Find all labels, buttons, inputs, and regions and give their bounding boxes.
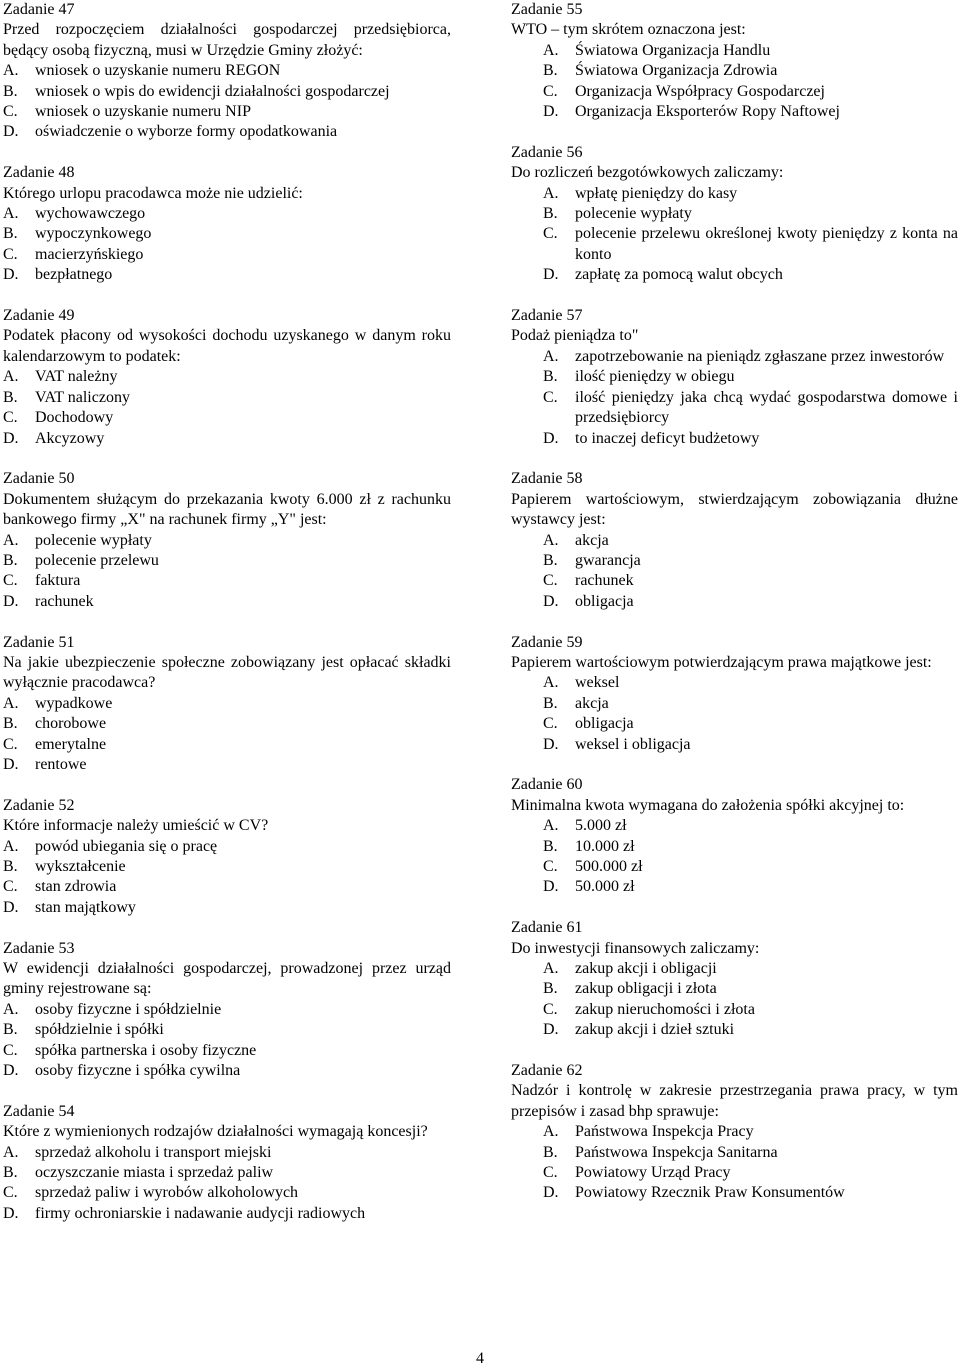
answer-option (3, 735, 451, 755)
left-column (3, 0, 451, 1245)
option-letter: C. (3, 409, 18, 427)
task-question: Minimalna kwota wymagana do założenia spółki akcyjnej to: (511, 796, 905, 814)
option-text: obligacja (575, 592, 634, 610)
option-letter: A. (3, 531, 19, 549)
task-question: Dokumentem służącym do przekazania kwoty 6.000 zł z rachunku bankowego firmy „X" na rachunek firmy „Y" jest: (3, 490, 451, 529)
answer-option (511, 347, 958, 367)
answer-option (3, 1061, 451, 1081)
option-letter: B. (543, 551, 558, 569)
option-letter: A. (3, 205, 19, 223)
task-question: Na jakie ubezpieczenie społeczne zobowiązany jest opłacać składki wyłącznie pracodawca? (3, 653, 451, 692)
option-letter: D. (3, 123, 19, 141)
option-text: zapłatę za pomocą walut obcych (575, 266, 783, 284)
task-question: Podatek płacony od wysokości dochodu uzyskanego w danym roku kalendarzowym to podatek: (3, 327, 451, 365)
answer-option (3, 265, 451, 285)
option-letter: A. (543, 531, 559, 549)
task-question: Którego urlopu pracodawca może nie udzielić: (3, 184, 303, 202)
answer-option (511, 1000, 958, 1020)
task-block (3, 939, 451, 1082)
option-text: obligacja (575, 715, 634, 733)
answer-option (511, 1163, 958, 1183)
task-block (511, 306, 958, 449)
option-letter: D. (3, 429, 19, 447)
option-text: Światowa Organizacja Zdrowia (575, 62, 778, 80)
option-text: osoby fizyczne i spółka cywilna (35, 1062, 241, 1080)
option-text: zapotrzebowanie na pieniądz zgłaszane przez inwestorów (575, 347, 945, 365)
answer-option (511, 1183, 958, 1203)
option-letter: B. (543, 205, 558, 223)
answer-option (511, 571, 958, 591)
answer-option (511, 1020, 958, 1040)
answer-option (511, 979, 958, 999)
answer-option (3, 531, 451, 551)
option-letter: B. (543, 980, 558, 998)
task-block (511, 1061, 958, 1204)
task-title: Zadanie 61 (511, 919, 583, 937)
answer-option (511, 367, 958, 387)
answer-option (511, 877, 958, 897)
task-block (3, 306, 451, 449)
task-block (511, 775, 958, 897)
option-letter: D. (543, 1184, 559, 1202)
answer-option (3, 1143, 451, 1163)
task-block (511, 633, 958, 755)
option-text: 50.000 zł (575, 878, 635, 896)
option-letter: B. (3, 857, 18, 875)
task-block (511, 918, 958, 1040)
task-title: Zadanie 58 (511, 470, 583, 488)
option-letter: C. (3, 1184, 18, 1202)
answer-option (511, 265, 958, 285)
option-letter: D. (543, 1021, 559, 1039)
task-block (511, 143, 958, 286)
option-letter: C. (543, 82, 558, 100)
task-title: Zadanie 56 (511, 143, 583, 161)
task-block (3, 0, 451, 143)
option-letter: C. (543, 857, 558, 875)
option-text: stan majątkowy (35, 898, 136, 916)
option-text: emerytalne (35, 735, 107, 753)
answer-option (3, 1020, 451, 1040)
option-text: Dochodowy (35, 409, 114, 427)
option-text: wypoczynkowego (35, 225, 152, 243)
task-block (3, 469, 451, 612)
option-letter: D. (543, 429, 559, 447)
task-block (3, 1102, 451, 1224)
option-text: akcja (575, 531, 609, 549)
option-letter: B. (3, 715, 18, 733)
option-letter: C. (543, 388, 558, 406)
option-letter: B. (3, 82, 18, 100)
option-text: zakup akcji i obligacji (575, 960, 717, 977)
answer-option (511, 959, 958, 979)
option-letter: B. (3, 225, 18, 243)
option-letter: D. (543, 592, 559, 610)
answer-option (511, 61, 958, 81)
option-text: weksel i obligacja (575, 735, 691, 753)
option-text: osoby fizyczne i spółdzielnie (35, 1000, 222, 1018)
task-question: Do inwestycji finansowych zaliczamy: (511, 939, 760, 957)
option-letter: C. (3, 878, 18, 896)
answer-option (3, 898, 451, 918)
option-letter: A. (543, 817, 559, 835)
answer-option (511, 857, 958, 877)
option-text: wypadkowe (35, 694, 113, 712)
answer-option (511, 531, 958, 551)
option-letter: A. (3, 368, 19, 386)
answer-option (511, 82, 958, 102)
option-text: VAT należny (35, 368, 118, 386)
answer-option (3, 367, 451, 387)
option-letter: A. (3, 1000, 19, 1018)
option-text: wniosek o wpis do ewidencji działalności gospodarczej (35, 82, 390, 100)
answer-option (3, 224, 451, 244)
option-text: to inaczej deficyt budżetowy (575, 429, 760, 447)
option-text: wniosek o uzyskanie numeru REGON (35, 62, 281, 80)
option-text: VAT naliczony (35, 388, 130, 406)
answer-option (3, 245, 451, 265)
option-text: polecenie przelewu (35, 551, 159, 569)
task-title: Zadanie 54 (3, 1102, 75, 1120)
option-text: rachunek (35, 592, 94, 610)
option-text: 500.000 zł (575, 857, 643, 875)
option-letter: C. (3, 1041, 18, 1059)
option-text: oświadczenie o wyborze formy opodatkowania (35, 123, 338, 141)
task-block (511, 0, 958, 122)
option-text: rentowe (35, 755, 87, 773)
option-text: sprzedaż paliw i wyrobów alkoholowych (35, 1184, 299, 1202)
answer-option (3, 755, 451, 775)
answer-option (511, 102, 958, 122)
option-letter: C. (3, 245, 18, 263)
answer-option (511, 429, 958, 449)
option-letter: C. (3, 735, 18, 753)
option-letter: A. (3, 837, 19, 855)
option-text: ilość pieniędzy w obiegu (575, 368, 735, 386)
answer-option (3, 1204, 451, 1224)
option-text: bezpłatnego (35, 266, 113, 284)
option-letter: C. (543, 1164, 558, 1182)
option-letter: C. (543, 1000, 558, 1018)
option-text: wniosek o uzyskanie numeru NIP (35, 103, 251, 121)
option-letter: D. (3, 898, 19, 916)
answer-option (3, 61, 451, 81)
option-letter: B. (3, 551, 18, 569)
option-letter: D. (3, 592, 19, 610)
option-letter: D. (543, 735, 559, 753)
answer-option (511, 592, 958, 612)
option-text: Powiatowy Rzecznik Praw Konsumentów (575, 1184, 845, 1202)
task-question: Które informacje należy umieścić w CV? (3, 817, 269, 835)
answer-option (3, 714, 451, 734)
answer-option (3, 857, 451, 877)
option-text: stan zdrowia (35, 878, 117, 896)
task-title: Zadanie 47 (3, 1, 75, 18)
option-text: powód ubiegania się o pracę (35, 837, 218, 855)
option-letter: D. (3, 1062, 19, 1080)
option-letter: B. (543, 694, 558, 712)
task-title: Zadanie 62 (511, 1062, 583, 1080)
answer-option (511, 735, 958, 755)
option-letter: A. (3, 1143, 19, 1161)
option-text: akcja (575, 694, 609, 712)
answer-option (511, 388, 958, 429)
answer-option (511, 224, 958, 265)
answer-option (511, 714, 958, 734)
option-text: oczyszczanie miasta i sprzedaż paliw (35, 1164, 274, 1182)
answer-option (511, 1143, 958, 1163)
task-title: Zadanie 59 (511, 633, 583, 651)
task-block (3, 796, 451, 918)
option-letter: D. (3, 1204, 19, 1222)
task-question: Nadzór i kontrolę w zakresie przestrzegania prawa pracy, w tym przepisów i zasad bhp sprawuje: (511, 1082, 958, 1120)
answer-option (3, 429, 451, 449)
answer-option (3, 571, 451, 591)
option-text: weksel (575, 674, 620, 692)
option-letter: D. (543, 266, 559, 284)
option-letter: A. (3, 62, 19, 80)
task-title: Zadanie 52 (3, 796, 75, 814)
task-question: Papierem wartościowym, stwierdzającym zobowiązania dłużne wystawcy jest: (511, 490, 958, 529)
task-question: WTO – tym skrótem oznaczona jest: (511, 21, 746, 39)
option-text: Organizacja Eksporterów Ropy Naftowej (575, 103, 840, 121)
option-text: Państwowa Inspekcja Pracy (575, 1123, 754, 1141)
option-letter: A. (543, 674, 559, 692)
option-letter: A. (543, 1123, 559, 1141)
option-letter: D. (543, 103, 559, 121)
option-letter: B. (3, 1021, 18, 1039)
answer-option (3, 1000, 451, 1020)
task-block (3, 163, 451, 285)
answer-option (3, 204, 451, 224)
option-text: macierzyńskiego (35, 245, 144, 263)
task-title: Zadanie 60 (511, 776, 583, 794)
option-text: ilość pieniędzy jaka chcą wydać gospodarstwa domowe i przedsiębiorcy (575, 388, 958, 427)
task-title: Zadanie 57 (511, 307, 583, 325)
option-text: Powiatowy Urząd Pracy (575, 1164, 731, 1182)
option-letter: C. (543, 225, 558, 243)
answer-option (511, 1122, 958, 1142)
option-letter: D. (3, 755, 19, 773)
right-column (511, 0, 958, 1224)
answer-option (3, 694, 451, 714)
task-question: Papierem wartościowym potwierdzającym prawa majątkowe jest: (511, 653, 932, 671)
task-block (3, 633, 451, 776)
option-letter: B. (543, 62, 558, 80)
task-title: Zadanie 55 (511, 1, 583, 18)
task-title: Zadanie 48 (3, 164, 75, 182)
option-text: sprzedaż alkoholu i transport miejski (35, 1143, 272, 1161)
option-text: Akcyzowy (35, 429, 105, 447)
option-text: Państwowa Inspekcja Sanitarna (575, 1143, 778, 1161)
task-question: Do rozliczeń bezgotówkowych zaliczamy: (511, 164, 784, 182)
option-letter: C. (3, 103, 18, 121)
answer-option (511, 204, 958, 224)
answer-option (3, 877, 451, 897)
option-letter: D. (543, 878, 559, 896)
task-question: W ewidencji działalności gospodarczej, prowadzonej przez urząd gminy rejestrowane są: (3, 960, 451, 998)
answer-option (511, 41, 958, 61)
answer-option (511, 816, 958, 836)
option-text: polecenie wypłaty (575, 205, 692, 223)
answer-option (3, 1041, 451, 1061)
answer-option (511, 551, 958, 571)
option-letter: C. (3, 572, 18, 590)
option-text: rachunek (575, 572, 634, 590)
task-question: Podaż pieniądza to" (511, 327, 639, 345)
option-letter: A. (543, 41, 559, 59)
option-letter: A. (543, 184, 559, 202)
option-letter: B. (543, 368, 558, 386)
answer-option (3, 102, 451, 122)
answer-option (511, 673, 958, 693)
option-letter: B. (543, 837, 558, 855)
answer-option (3, 1163, 451, 1183)
option-text: 5.000 zł (575, 817, 627, 835)
answer-option (511, 184, 958, 204)
answer-option (3, 1183, 451, 1203)
option-text: Organizacja Współpracy Gospodarczej (575, 82, 825, 100)
option-text: wychowawczego (35, 205, 146, 223)
option-text: polecenie wypłaty (35, 531, 152, 549)
option-text: gwarancja (575, 551, 641, 569)
option-letter: A. (3, 694, 19, 712)
task-title: Zadanie 51 (3, 633, 75, 651)
option-text: wpłatę pieniędzy do kasy (575, 184, 738, 202)
task-block (511, 469, 958, 612)
option-text: firmy ochroniarskie i nadawanie audycji radiowych (35, 1204, 366, 1222)
page-number: 4 (476, 1350, 484, 1367)
option-text: polecenie przelewu określonej kwoty pieniędzy z konta na konto (575, 225, 958, 263)
option-text: Światowa Organizacja Handlu (575, 41, 771, 59)
task-title: Zadanie 53 (3, 939, 75, 957)
answer-option (3, 408, 451, 428)
answer-option (3, 592, 451, 612)
answer-option (3, 837, 451, 857)
option-text: wykształcenie (35, 857, 126, 875)
option-text: chorobowe (35, 715, 107, 733)
option-letter: A. (543, 347, 559, 365)
answer-option (511, 837, 958, 857)
option-letter: B. (3, 1164, 18, 1182)
task-title: Zadanie 50 (3, 470, 75, 488)
option-letter: A. (543, 960, 559, 977)
answer-option (3, 388, 451, 408)
option-letter: C. (543, 715, 558, 733)
answer-option (511, 694, 958, 714)
task-question: Które z wymienionych rodzajów działalności wymagają koncesji? (3, 1123, 428, 1141)
option-text: zakup nieruchomości i złota (575, 1000, 755, 1018)
option-letter: D. (3, 266, 19, 284)
task-title: Zadanie 49 (3, 307, 75, 325)
option-text: spółdzielnie i spółki (35, 1021, 164, 1039)
option-letter: B. (3, 388, 18, 406)
option-text: faktura (35, 572, 81, 590)
answer-option (3, 82, 451, 102)
option-letter: B. (543, 1143, 558, 1161)
option-text: zakup akcji i dzieł sztuki (575, 1021, 735, 1039)
option-text: 10.000 zł (575, 837, 635, 855)
task-question: Przed rozpoczęciem działalności gospodarczej przedsiębiorca, będący osobą fizyczną, musi w Urzędzie Gminy złożyć: (3, 21, 451, 59)
option-text: spółka partnerska i osoby fizyczne (35, 1041, 257, 1059)
answer-option (3, 551, 451, 571)
answer-option (3, 122, 451, 142)
option-text: zakup obligacji i złota (575, 980, 717, 998)
option-letter: C. (543, 572, 558, 590)
